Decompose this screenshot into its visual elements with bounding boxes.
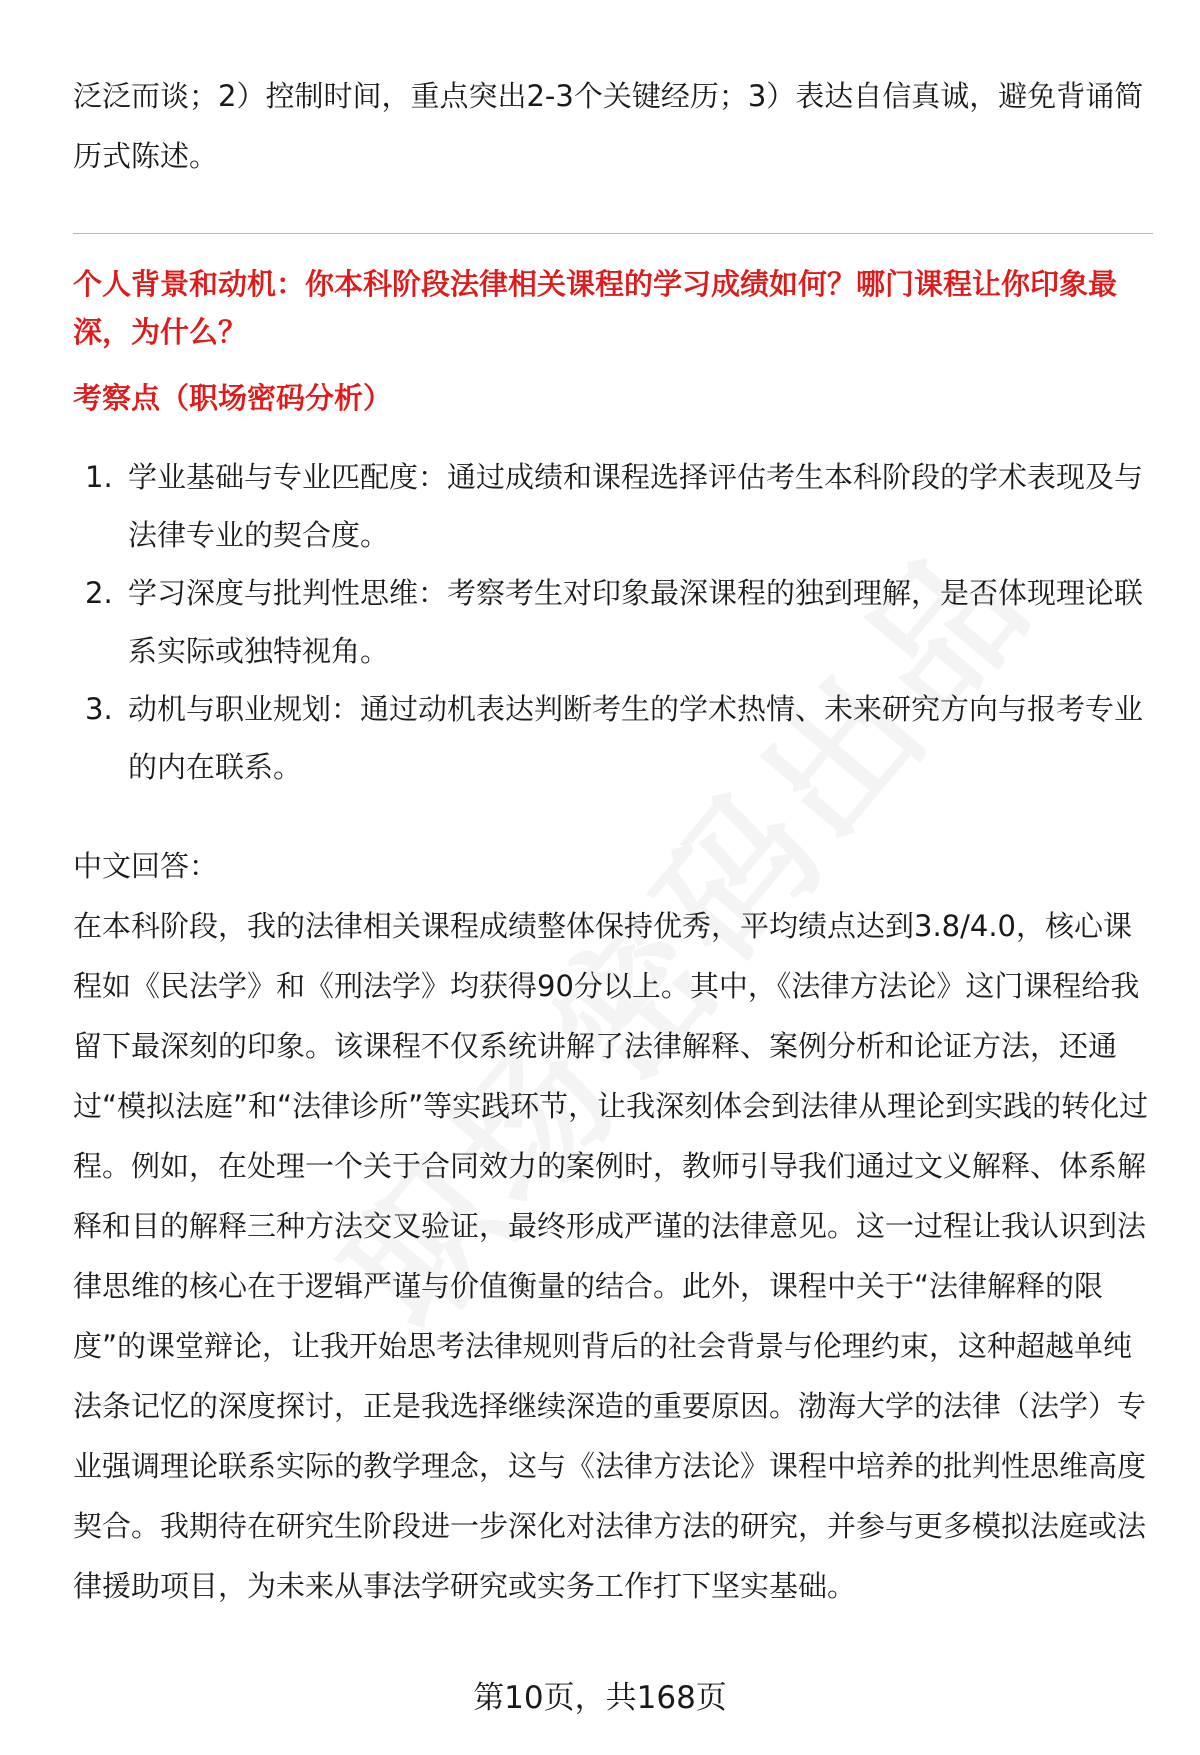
answer-paragraph: 在本科阶段，我的法律相关课程成绩整体保持优秀，平均绩点达到3.8/4.0，核心课程如《民法学》和《刑法学》均获得90分以上。其中，《法律方法论》这门课程给我留下最深刻的印象。该课程不仅系统讲解了法律解释、案例分析和论证方法，还通过“模拟法庭”和“法律诊所”等实践环节，让我深刻体会到法律从理论到实践的转化过程。例如，在处理一个关于合同效力的案例时，教师引导我们通过文义解释、体系解释和目的解释三种方法交叉验证，最终形成严谨的法律意见。这一过程让我认识到法律思维的核心在于逻辑严谨与价值衡量的结合。此外，课程中关于“法律解释的限度”的课堂辩论，让我开始思考法律规则背后的社会背景与伦理约束，这种超越单纯法条记忆的深度探讨，正是我选择继续深造的重要原因。渤海大学的法律（法学）专业强调理论联系实际的教学理念，这与《法律方法论》课程中培养的批判性思维高度契合。我期待在研究生阶段进一步深化对法律方法的研究，并参与更多模拟法庭或法律援助项目，为未来从事法学研究或实务工作打下坚实基础。 [73,909,1149,1603]
point-text: 动机与职业规划：通过动机表达判断考生的学术热情、未来研究方向与报考专业的内在联系。 [128,692,1144,784]
point-text: 学习深度与批判性思维：考察考生对印象最深课程的独到理解，是否体现理论联系实际或独特视角。 [128,576,1144,668]
point-number: 1. [85,460,113,494]
assessment-points-list [73,448,1153,796]
page-footer: 第10页，共168页 [473,1680,727,1716]
point-text: 学业基础与专业匹配度：通过成绩和课程选择评估考生本科阶段的学术表现及与法律专业的契合度。 [128,460,1144,552]
question-heading: 个人背景和动机：你本科阶段法律相关课程的学习成绩如何？哪门课程让你印象最深，为什么？ [73,267,1118,349]
answer-label: 中文回答： [73,849,219,883]
assessment-point [73,680,1153,796]
assessment-subheading: 考察点（职场密码分析） [73,381,393,415]
section-divider [73,233,1153,234]
assessment-point [73,564,1153,680]
intro-paragraph: 泛泛而谈；2）控制时间，重点突出2-3个关键经历；3）表达自信真诚，避免背诵简历式陈述。 [73,79,1144,173]
point-number: 2. [85,576,113,610]
assessment-point [73,448,1153,564]
point-number: 3. [85,692,113,726]
